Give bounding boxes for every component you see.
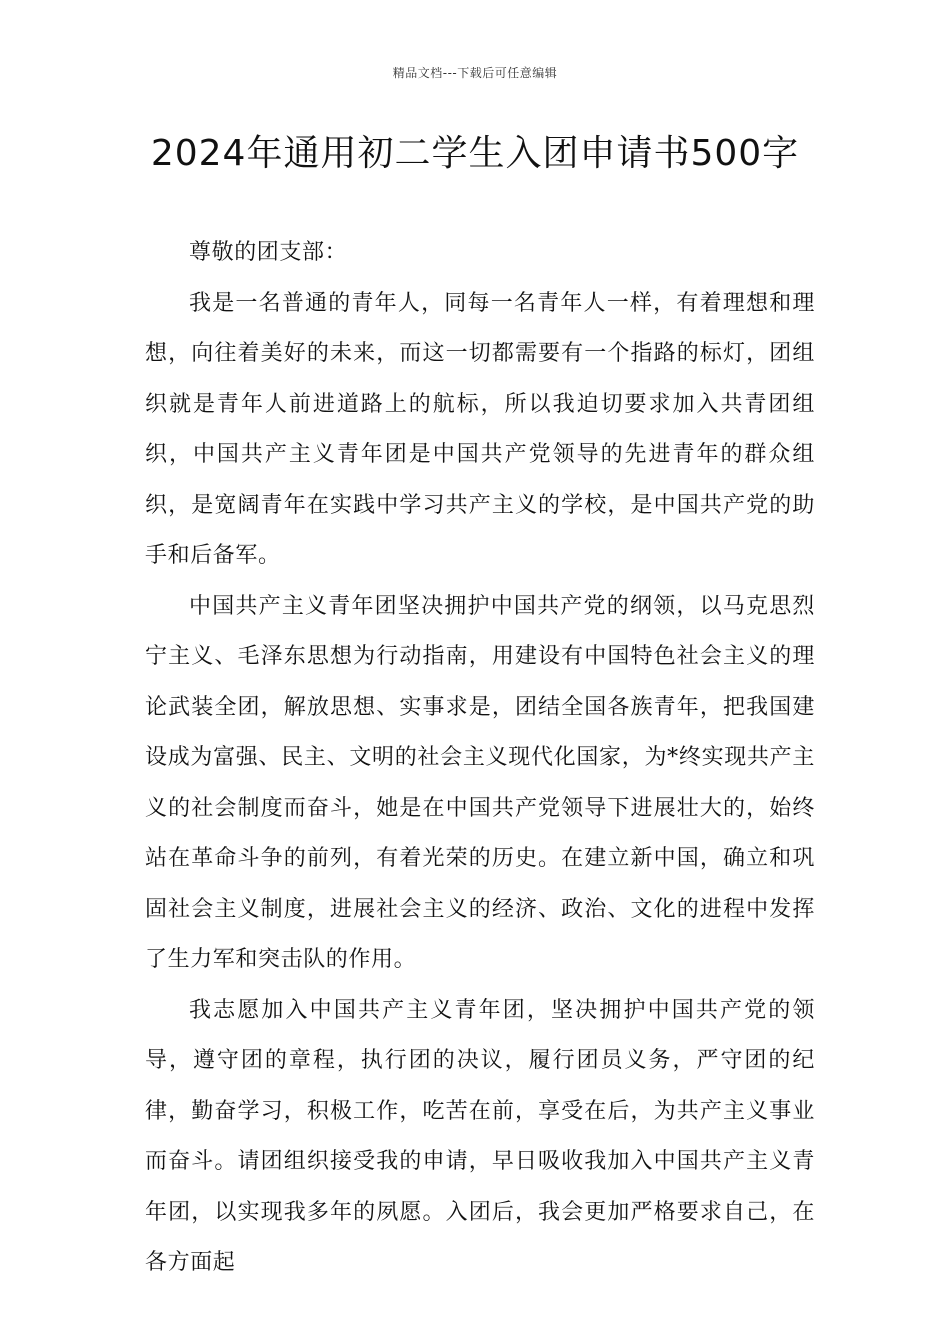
salutation: 尊敬的团支部：	[189, 240, 348, 265]
document-body	[145, 228, 815, 1289]
paragraph-2: 中国共产主义青年团坚决拥护中国共产党的纲领，以马克思烈宁主义、毛泽东思想为行动指南，用建设有中国特色社会主义的理论武装全团，解放思想、实事求是，团结全国各族青年，把我国建设成为富强、民主、文明的社会主义现代化国家，为*终实现共产主义的社会制度而奋斗，她是在中国共产党领导下进展壮大的，始终站在革命斗争的前列，有着光荣的历史。在建立新中国，确立和巩固社会主义制度，进展社会主义的经济、政治、文化的进程中发挥了生力军和突击队的作用。	[145, 593, 815, 972]
paragraph-1: 我是一名普通的青年人，同每一名青年人一样，有着理想和理想，向往着美好的未来，而这一切都需要有一个指路的标灯，团组织就是青年人前进道路上的航标，所以我迫切要求加入共青团组织，中国共产主义青年团是中国共产党领导的先进青年的群众组织，是宽阔青年在实践中学习共产主义的学校，是中国共产党的助手和后备军。	[145, 290, 815, 568]
paragraph-3: 我志愿加入中国共产主义青年团，坚决拥护中国共产党的领导，遵守团的章程，执行团的决议，履行团员义务，严守团的纪律，勤奋学习，积极工作，吃苦在前，享受在后，为共产主义事业而奋斗。请团组织接受我的申请，早日吸收我加入中国共产主义青年团，以实现我多年的夙愿。入团后，我会更加严格要求自己，在各方面起	[145, 997, 815, 1275]
header-note: 精品文档---下载后可任意编辑	[392, 66, 558, 80]
document-title: 2024年通用初二学生入团申请书500字	[150, 133, 800, 174]
